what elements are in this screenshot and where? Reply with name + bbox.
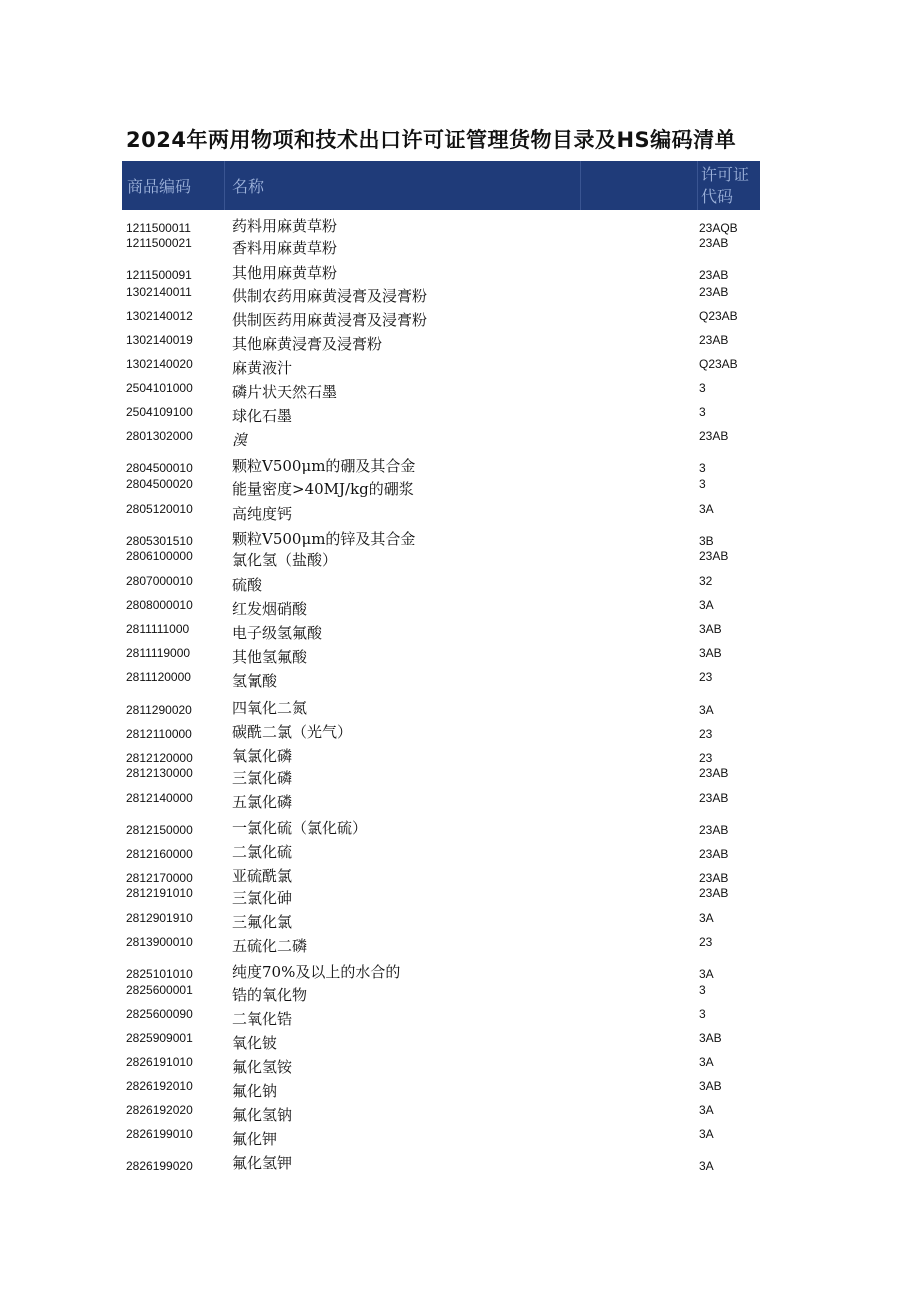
row-name: 球化石墨 [232,407,293,425]
row-name: 氟化氢钾 [232,1154,293,1172]
row-name: 一氯化硫（氯化硫） [232,819,368,837]
row-name: 氢氰酸 [232,672,278,690]
row-code: 2806100000 [126,549,193,563]
row-code: 1302140012 [126,309,193,323]
row-code: 2813900010 [126,935,193,949]
row-code: 2811290020 [126,703,192,717]
table-header [122,161,760,210]
row-name: 电子级氢氟酸 [232,624,323,642]
row-code: 1211500011 [126,221,191,235]
row-name: 氯化氢（盐酸） [232,551,338,569]
header-license: 许可证代码 [701,165,750,206]
row-license: 3 [699,381,706,395]
row-code: 2826199020 [126,1159,193,1173]
header-divider [580,161,581,210]
row-license: 3A [699,1127,714,1141]
row-code: 1211500091 [126,268,192,282]
row-name: 二氯化硫 [232,843,293,861]
row-name: 纯度70%及以上的水合的 [232,963,401,981]
row-code: 2825909001 [126,1031,193,1045]
row-license: 3A [699,1159,714,1173]
row-license: 3A [699,967,714,981]
row-code: 1302140019 [126,333,193,347]
row-code: 2812130000 [126,766,193,780]
header-divider [697,161,698,210]
row-name: 药料用麻黄草粉 [232,217,338,235]
row-code: 2825600090 [126,1007,193,1021]
row-name: 溴 [232,431,248,449]
row-license: 23AB [699,886,729,900]
row-name: 氟化钾 [232,1130,278,1148]
row-license: 23 [699,727,713,741]
row-license: 3AB [699,1079,722,1093]
row-name: 三氯化磷 [232,769,293,787]
row-license: 23AB [699,791,729,805]
row-code: 2811120000 [126,670,191,684]
header-code: 商品编码 [127,177,192,196]
row-code: 2825101010 [126,967,193,981]
row-name: 五硫化二磷 [232,937,308,955]
row-license: 23 [699,935,713,949]
row-name: 氧氯化磷 [232,747,293,765]
row-license: 3 [699,461,706,475]
row-license: 3 [699,1007,706,1021]
row-code: 2812191010 [126,886,193,900]
row-name: 麻黄液汁 [232,359,293,377]
row-code: 2812170000 [126,871,193,885]
row-license: 23AB [699,236,729,250]
document-title: 2024年两用物项和技术出口许可证管理货物目录及HS编码清单 [126,128,737,152]
row-license: 3A [699,703,714,717]
row-license: 23AB [699,871,729,885]
row-name: 二氧化锆 [232,1010,293,1028]
row-license: 3A [699,502,714,516]
row-license: Q23AB [699,357,738,371]
row-code: 2812150000 [126,823,193,837]
row-name: 供制农药用麻黄浸膏及浸膏粉 [232,287,428,305]
row-license: 23AQB [699,221,738,235]
row-code: 2825600001 [126,983,193,997]
header-divider [224,161,225,210]
row-name: 三氟化氯 [232,913,293,931]
row-code: 2812901910 [126,911,193,925]
row-license: 23 [699,751,713,765]
row-code: 2812120000 [126,751,193,765]
row-name: 其他氢氟酸 [232,648,308,666]
row-license: 23AB [699,766,729,780]
row-code: 2804500020 [126,477,193,491]
row-license: 23AB [699,823,729,837]
row-license: 23AB [699,429,729,443]
row-name: 五氯化磷 [232,793,293,811]
row-license: 3A [699,911,714,925]
row-code: 2812160000 [126,847,193,861]
row-code: 2807000010 [126,574,193,588]
row-license: 3A [699,598,714,612]
row-code: 1302140011 [126,285,192,299]
row-code: 2801302000 [126,429,193,443]
row-license: 3AB [699,622,722,636]
row-name: 四氧化二氮 [232,699,308,717]
row-license: 23 [699,670,713,684]
row-license: 23AB [699,285,729,299]
row-code: 2826199010 [126,1127,193,1141]
row-name: 三氯化砷 [232,889,293,907]
row-code: 2812110000 [126,727,192,741]
row-license: 3A [699,1055,714,1069]
row-code: 2812140000 [126,791,193,805]
row-code: 2804500010 [126,461,193,475]
row-name: 香料用麻黄草粉 [232,239,338,257]
row-license: 3 [699,477,706,491]
row-name: 其他用麻黄草粉 [232,264,338,282]
row-code: 2504101000 [126,381,193,395]
header-name: 名称 [232,177,265,196]
row-license: 32 [699,574,713,588]
row-name: 供制医药用麻黄浸膏及浸膏粉 [232,311,428,329]
row-name: 氟化氢铵 [232,1058,293,1076]
row-license: 3B [699,534,714,548]
row-license: 3A [699,1103,714,1117]
row-license: 3AB [699,1031,722,1045]
row-name: 氟化钠 [232,1082,278,1100]
row-code: 2808000010 [126,598,193,612]
row-name: 氧化铍 [232,1034,278,1052]
row-name: 磷片状天然石墨 [232,383,338,401]
row-license: 3 [699,983,706,997]
row-name: 颗粒V500μm的硼及其合金 [232,457,416,475]
row-code: 1302140020 [126,357,193,371]
row-name: 其他麻黄浸膏及浸膏粉 [232,335,383,353]
row-license: Q23AB [699,309,738,323]
row-name: 高纯度钙 [232,505,293,523]
row-name: 颗粒V500μm的锌及其合金 [232,530,416,548]
row-code: 2805301510 [126,534,193,548]
row-name: 红发烟硝酸 [232,600,308,618]
row-name: 氟化氢钠 [232,1106,293,1124]
row-license: 3 [699,405,706,419]
row-code: 2805120010 [126,502,193,516]
row-license: 23AB [699,333,729,347]
row-license: 23AB [699,549,729,563]
row-name: 硫酸 [232,576,263,594]
row-code: 2826192020 [126,1103,193,1117]
row-code: 2504109100 [126,405,193,419]
row-license: 23AB [699,847,729,861]
row-name: 锆的氧化物 [232,986,308,1004]
row-code: 1211500021 [126,236,192,250]
row-license: 23AB [699,268,729,282]
row-code: 2826191010 [126,1055,193,1069]
row-name: 亚硫酰氯 [232,867,293,885]
row-code: 2826192010 [126,1079,193,1093]
row-license: 3AB [699,646,722,660]
row-name: 能量密度>40MJ∕kg的硼浆 [232,480,414,498]
row-name: 碳酰二氯（光气） [232,723,353,741]
row-code: 2811119000 [126,646,191,660]
row-code: 2811111000 [126,622,190,636]
